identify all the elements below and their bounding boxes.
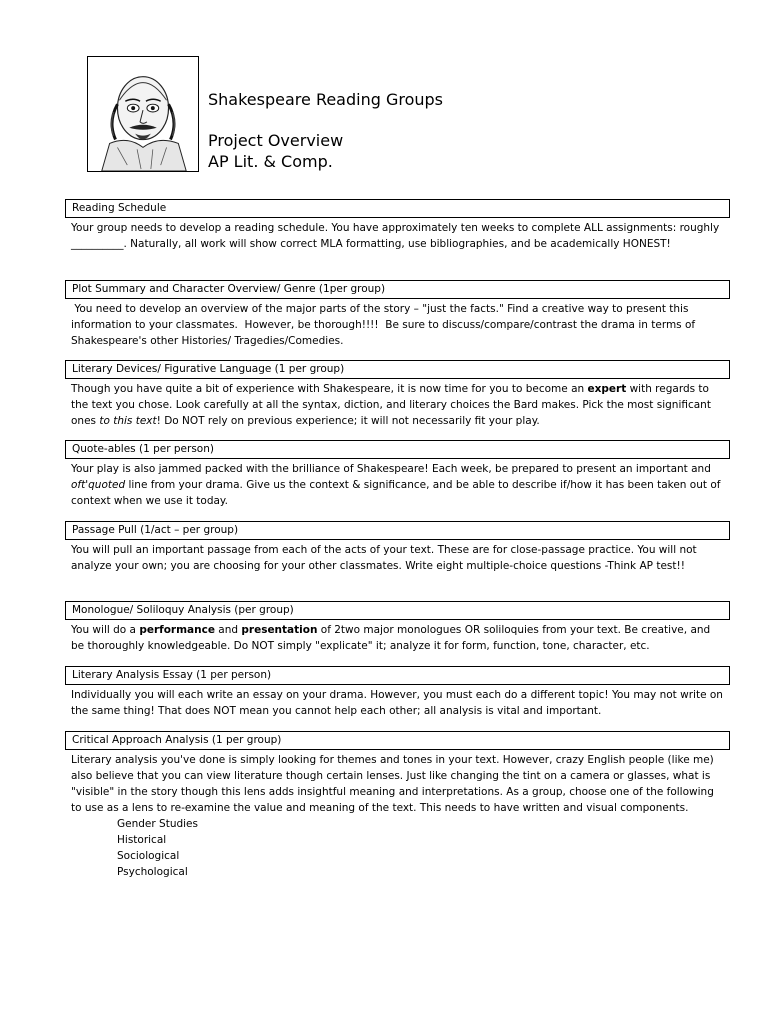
emphasis-performance: performance xyxy=(139,624,215,636)
section-heading: Literary Analysis Essay (1 per person) xyxy=(65,666,730,685)
emphasis-presentation: presentation xyxy=(241,624,318,636)
text-run: with regards to the text you chose. Look carefully at all the syntax, diction, and literary choices the Bard makes. Pick the most significant ones xyxy=(71,383,711,427)
section-text: You need to develop an overview of the major parts of the story – "just the facts." Find a creative way to present this information to your classmates. However, be thorough!!!! Be sure to discuss/compare/contrast the drama in terms of Shakespeare's other Histories/ Tragedies/Comedies. xyxy=(71,303,699,347)
section-text xyxy=(71,381,724,429)
shakespeare-portrait-drawing xyxy=(88,57,198,171)
emphasis-expert: expert xyxy=(587,383,627,395)
section-critical-approach xyxy=(65,731,730,880)
section-text xyxy=(71,461,724,509)
list-item: Gender Studies xyxy=(117,818,198,830)
text-run: ! Do NOT rely on previous experience; it will not necessarily fit your play. xyxy=(156,415,540,427)
section-heading: Reading Schedule xyxy=(65,199,730,218)
emphasis-to-this-text: to this text xyxy=(99,415,157,427)
section-essay xyxy=(65,666,730,719)
document-title: Shakespeare Reading Groups xyxy=(208,90,444,109)
section-monologue xyxy=(65,601,730,654)
section-heading: Monologue/ Soliloquy Analysis (per group) xyxy=(65,601,730,620)
section-body xyxy=(65,379,730,429)
section-heading: Literary Devices/ Figurative Language (1 per group) xyxy=(65,360,730,379)
section-heading: Quote-ables (1 per person) xyxy=(65,440,730,459)
list-item: Psychological xyxy=(117,866,188,878)
text-run: line from your drama. Give us the context & significance, and be able to describe if/how it has been taken out of context when we use it today. xyxy=(71,479,721,507)
emphasis-oft-quoted: oft'quoted xyxy=(71,479,126,491)
section-body xyxy=(65,620,730,654)
section-heading: Critical Approach Analysis (1 per group) xyxy=(65,731,730,750)
title-block xyxy=(208,90,443,172)
list-item: Historical xyxy=(117,834,167,846)
section-quoteables xyxy=(65,440,730,509)
section-text: Your group needs to develop a reading schedule. You have approximately ten weeks to complete ALL assignments: roughly __________. Naturally, all work will show correct MLA formatting, use bibliographies, and be academically HONEST! xyxy=(71,222,720,250)
section-passage-pull xyxy=(65,521,730,574)
section-literary-devices xyxy=(65,360,730,429)
text-run: of 2two major monologues OR soliloquies from your text. Be creative, and be thoroughly knowledgeable. Do NOT simply "explicate" it; analyze it for form, function, tone, character, etc. xyxy=(71,624,711,652)
list-item: Sociological xyxy=(117,850,180,862)
lens-list xyxy=(71,816,724,880)
section-text: Literary analysis you've done is simply looking for themes and tones in your text. However, crazy English people (like me) also believe that you can view literature though certain lenses. Just like changing the tint on a camera or glasses, what is "visible" in the story though this lens adds insightful meaning and interpretations. As a group, choose one of the following to use as a lens to re-examine the value and meaning of the text. This needs to have written and visual components. xyxy=(71,754,714,814)
section-body xyxy=(65,750,730,880)
shakespeare-portrait xyxy=(87,56,199,172)
section-body xyxy=(65,299,730,349)
section-body xyxy=(65,685,730,719)
section-heading: Passage Pull (1/act – per group) xyxy=(65,521,730,540)
section-text: Individually you will each write an essay on your drama. However, you must each do a different topic! You may not write on the same thing! That does NOT mean you cannot help each other; all analysis is vital and important. xyxy=(71,689,723,717)
document-subtitle-line1: Project Overview xyxy=(208,131,344,150)
section-reading-schedule xyxy=(65,199,730,252)
section-text xyxy=(71,622,724,654)
text-run: and xyxy=(214,624,242,636)
section-text: You will pull an important passage from each of the acts of your text. These are for close-passage practice. You will not analyze your own; you are choosing for your other classmates. Write eight multiple-choice questions -Think AP test!! xyxy=(71,544,697,572)
section-plot-summary xyxy=(65,280,730,349)
section-body xyxy=(65,218,730,252)
section-body xyxy=(65,540,730,574)
text-run: Your play is also jammed packed with the brilliance of Shakespeare! Each week, be prepared to present an important and xyxy=(71,463,711,475)
text-run: Though you have quite a bit of experience with Shakespeare, it is now time for you to become an xyxy=(71,383,588,395)
text-run: You will do a xyxy=(71,624,140,636)
section-body xyxy=(65,459,730,509)
document-subtitle-line2: AP Lit. & Comp. xyxy=(208,152,333,171)
section-heading: Plot Summary and Character Overview/ Genre (1per group) xyxy=(65,280,730,299)
